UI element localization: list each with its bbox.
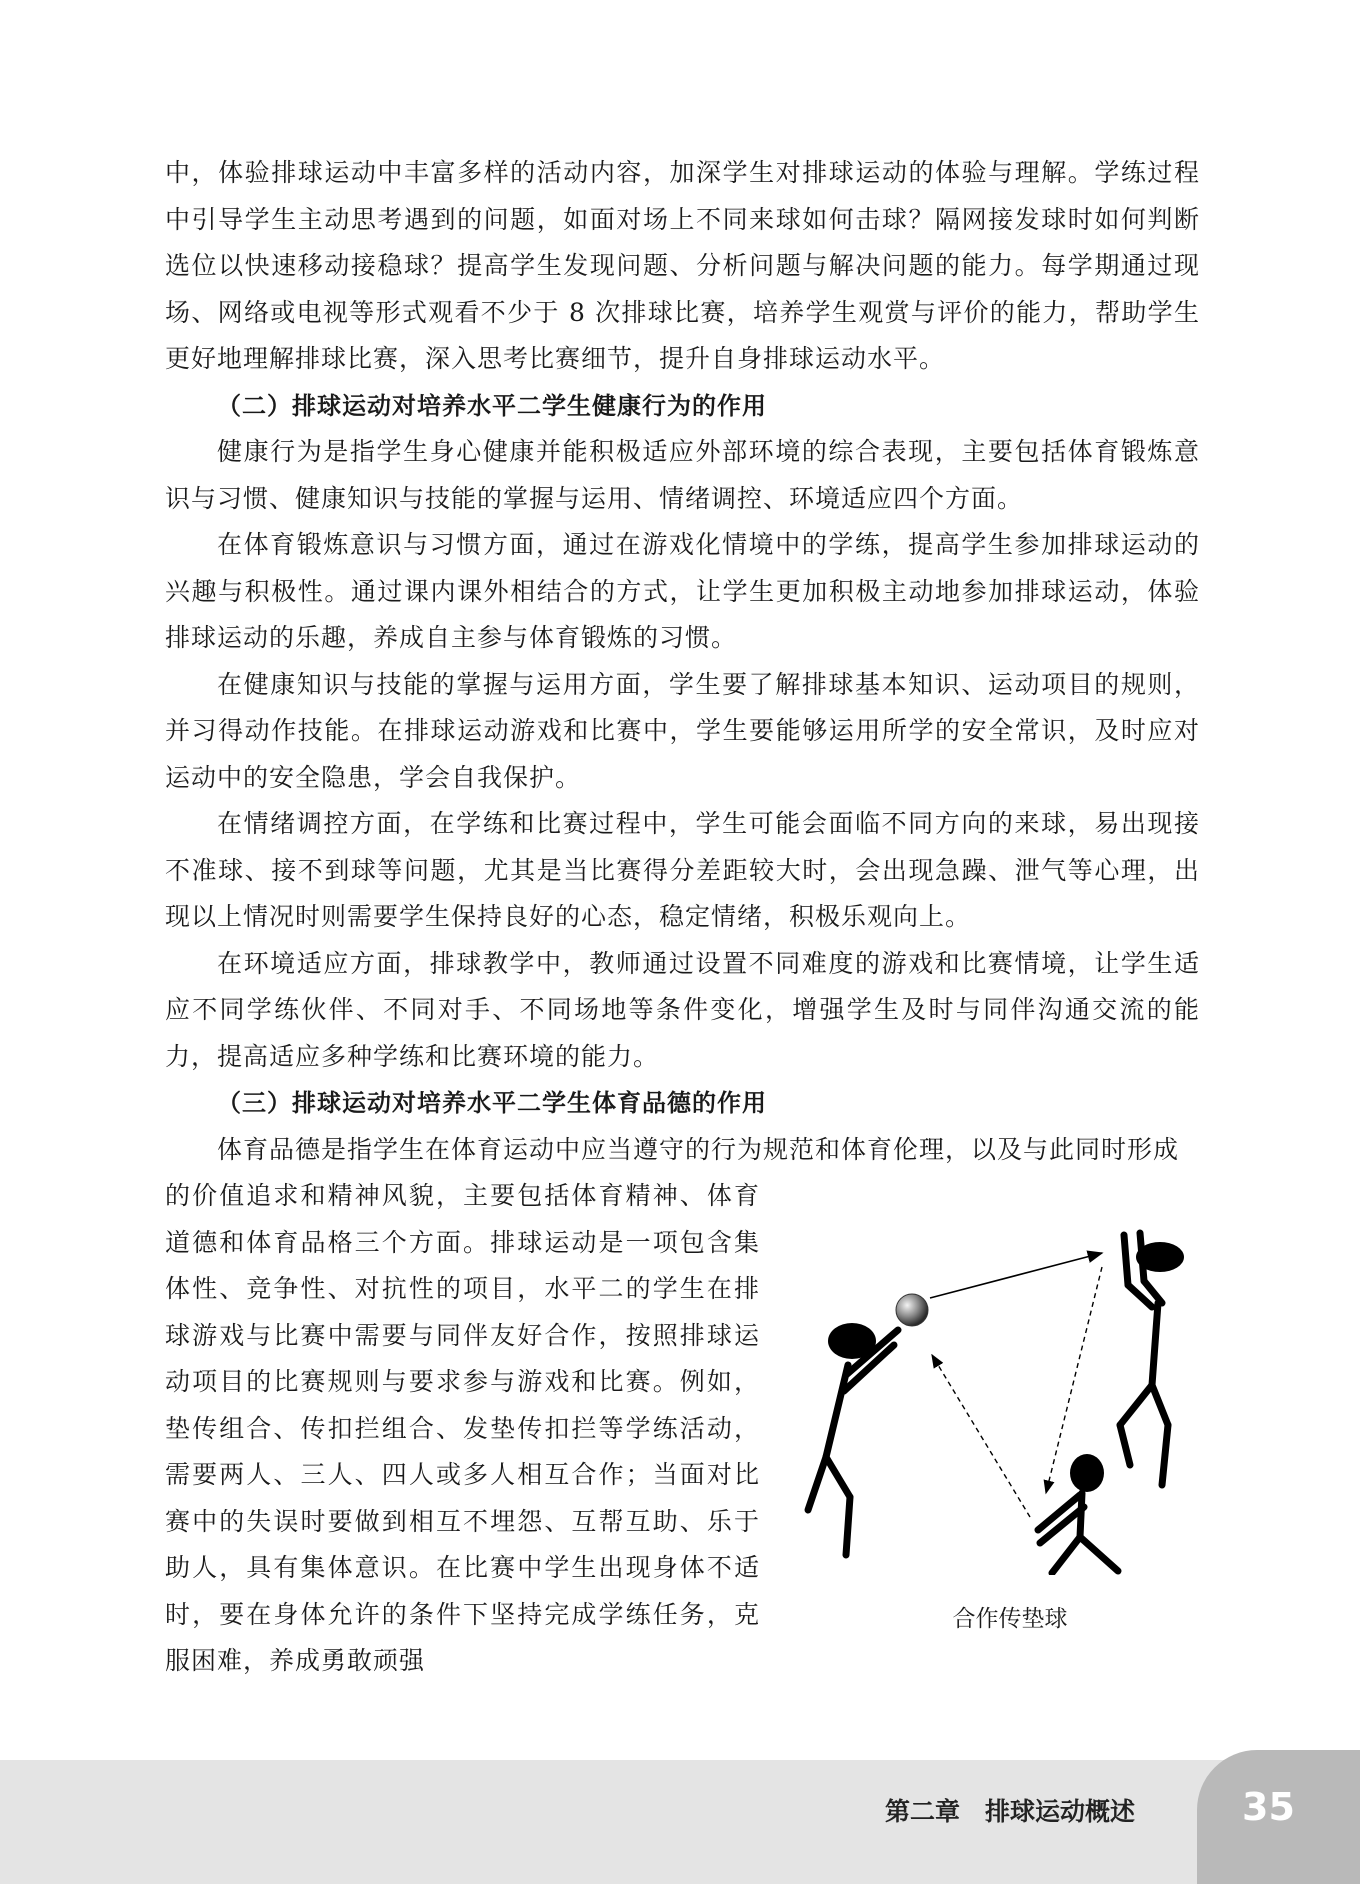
paragraph-emotion-control: 在情绪调控方面，在学练和比赛过程中，学生可能会面临不同方向的来球，易出现接不准球、接不到球等问题，尤其是当比赛得分差距较大时，会出现急躁、泄气等心理，出现以上情况时则需要学生保持良好的心态，稳定情绪，积极乐观向上。 xyxy=(165,809,1200,931)
figure-caption: 合作传垫球 xyxy=(952,1606,1068,1632)
paragraph-sports-morality-intro: 体育品德是指学生在体育运动中应当遵守的行为规范和体育伦理，以及与此同时形成 xyxy=(217,1134,1180,1164)
player-right-bottom xyxy=(1038,1454,1118,1573)
page-number: 35 xyxy=(1242,1785,1295,1829)
paragraph-environment-adaptation: 在环境适应方面，排球教学中，教师通过设置不同难度的游戏和比赛情境，让学生适应不同学练伙伴、不同对手、不同场地等条件变化，增强学生及时与同伴沟通交流的能力，提高适应多种学练和比赛环境的能力。 xyxy=(165,948,1200,1071)
paragraph-continuation: 中，体验排球运动中丰富多样的活动内容，加深学生对排球运动的体验与理解。学练过程中引导学生主动思考遇到的问题，如面对场上不同来球如何击球？隔网接发球时如何判断选位以快速移动接稳球？提高学生发现问题、分析问题与解决问题的能力。每学期通过现场、网络或电视等形式观看不少于 8 次排球比赛，培养学生观赏与评价的能力，帮助学生更好地理解排球比赛，深入思考比赛细节，提升自身排球运动水平。 xyxy=(165,158,1200,373)
section-heading-2: （二）排球运动对培养水平二学生健康行为的作用 xyxy=(217,391,767,420)
paragraph-exercise-habits: 在体育锻炼意识与习惯方面，通过在游戏化情境中的学练，提高学生参加排球运动的兴趣与积极性。通过课内课外相结合的方式，让学生更加积极主动地参加排球运动，体验排球运动的乐趣，养成自主参与体育锻炼的习惯。 xyxy=(165,530,1200,652)
paragraph-sports-morality-body: 的价值追求和精神风貌，主要包括体育精神、体育道德和体育品格三个方面。排球运动是一项包含集体性、竞争性、对抗性的项目，水平二的学生在排球游戏与比赛中需要与同伴友好合作，按照排球运动项目的比赛规则与要求参与游戏和比赛。例如，垫传组合、传扣拦组合、发垫传扣拦等学练活动，需要两人、三人、四人或多人相互合作；当面对比赛中的失误时要做到相互不埋怨、互帮互助、乐于助人，具有集体意识。在比赛中学生出现身体不适时，要在身体允许的条件下坚持完成学练任务，克服困难，养成勇敢顽强 xyxy=(165,1181,760,1675)
player-right-top xyxy=(1120,1233,1184,1485)
volleyball xyxy=(896,1294,928,1326)
section-heading-3: （三）排球运动对培养水平二学生体育品德的作用 xyxy=(217,1089,767,1117)
chapter-title: 第二章 排球运动概述 xyxy=(884,1797,1135,1826)
pass-arrow-dashed-up xyxy=(932,1355,1030,1517)
cooperative-passing-illustration xyxy=(790,1225,1230,1575)
player-left xyxy=(808,1323,898,1555)
pass-arrow-solid xyxy=(930,1253,1102,1298)
page-footer xyxy=(0,1760,1360,1884)
paragraph-health-behavior: 健康行为是指学生身心健康并能积极适应外部环境的综合表现，主要包括体育锻炼意识与习惯、健康知识与技能的掌握与运用、情绪调控、环境适应四个方面。 xyxy=(165,437,1200,513)
paragraph-health-knowledge: 在健康知识与技能的掌握与运用方面，学生要了解排球基本知识、运动项目的规则，并习得动作技能。在排球运动游戏和比赛中，学生要能够运用所学的安全常识，及时应对运动中的安全隐患，学会自我保护。 xyxy=(165,669,1200,792)
